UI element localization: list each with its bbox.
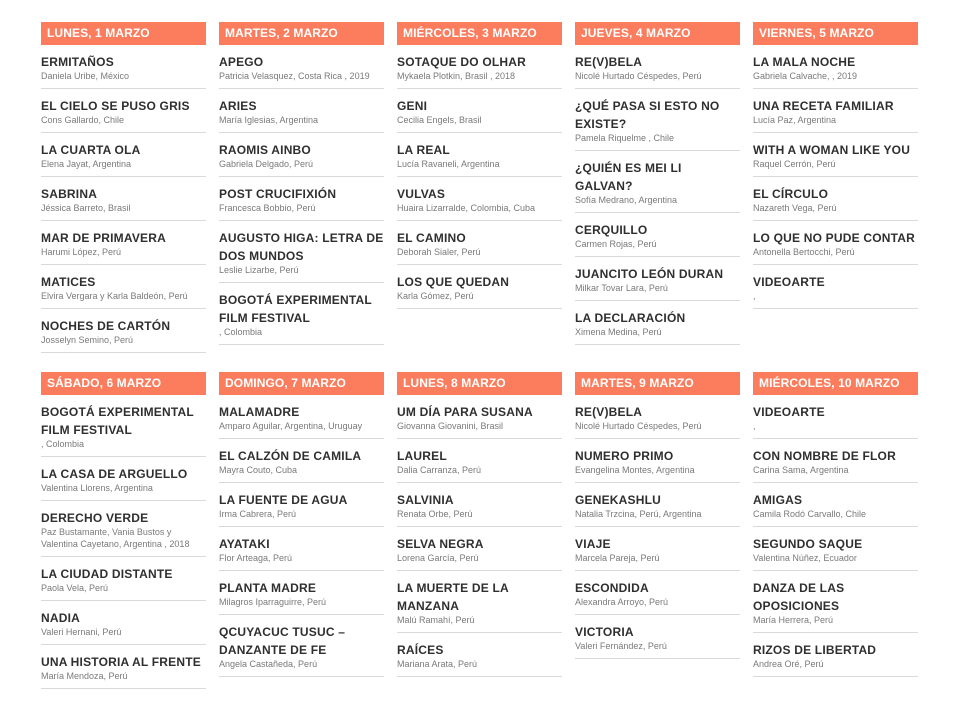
film-title[interactable]: EL CÍRCULO [753,187,829,201]
film-title[interactable]: GENI [397,99,428,113]
film-item[interactable] [41,645,206,689]
film-director: Elvira Vergara y Karla Baldeón, Perú [41,291,188,301]
film-item[interactable] [41,221,206,265]
film-title[interactable]: ESCONDIDA [575,581,649,595]
film-item[interactable] [219,615,384,677]
film-item[interactable] [41,557,206,601]
film-director: Valeri Fernández, Perú [575,641,667,651]
film-item[interactable] [753,177,918,221]
film-director: , [753,291,756,301]
film-item[interactable] [219,527,384,571]
film-item[interactable] [575,301,740,345]
film-item[interactable] [219,89,384,133]
day-header: MIÉRCOLES, 3 MARZO [397,22,562,45]
film-item[interactable] [575,615,740,659]
film-item[interactable] [575,257,740,301]
film-item[interactable] [219,571,384,615]
film-director: Andrea Oré, Perú [753,659,824,669]
film-title[interactable]: APEGO [219,55,264,69]
film-director: Patricia Velasquez, Costa Rica , 2019 [219,71,370,81]
day-column [219,22,384,353]
film-director: Paola Vela, Perú [41,583,109,593]
film-item[interactable] [753,527,918,571]
film-title[interactable]: GENEKASHLU [575,493,662,507]
film-director: Pamela Riquelme , Chile [575,133,675,143]
film-director: Nicolé Hurtado Céspedes, Perú [575,421,702,431]
film-item[interactable] [219,177,384,221]
film-title[interactable]: AYATAKI [219,537,270,551]
film-title[interactable]: VIDEOARTE [753,405,825,419]
film-title[interactable]: EL CIELO SE PUSO GRIS [41,99,190,113]
week-row [41,22,918,353]
film-title[interactable]: ERMITAÑOS [41,55,114,69]
day-column [575,372,740,689]
film-title[interactable]: SABRINA [41,187,98,201]
film-item[interactable] [753,571,918,633]
film-title[interactable]: UM DÍA PARA SUSANA [397,405,533,419]
film-title[interactable]: ¿QUIÉN ES MEI LI GALVAN? [575,161,682,193]
film-director: Valentina Núñez, Ecuador [753,553,857,563]
film-title[interactable]: LO QUE NO PUDE CONTAR [753,231,915,245]
film-item[interactable] [397,45,562,89]
film-item[interactable] [219,221,384,283]
film-title[interactable]: LA CIUDAD DISTANTE [41,567,173,581]
film-director: Marcela Pareja, Perú [575,553,660,563]
film-director: Malú Ramahí, Perú [397,615,475,625]
film-title[interactable]: UNA RECETA FAMILIAR [753,99,894,113]
film-title[interactable]: LAUREL [397,449,447,463]
day-column [41,372,206,689]
film-item[interactable] [219,395,384,439]
film-title[interactable]: VIDEOARTE [753,275,825,289]
film-title[interactable]: LA MUERTE DE LA MANZANA [397,581,509,613]
film-director: Raquel Cerrón, Perú [753,159,836,169]
film-director: , Colombia [219,327,263,337]
film-director: Carmen Rojas, Perú [575,239,657,249]
film-director: Carina Sama, Argentina [753,465,849,475]
film-title[interactable]: AMIGAS [753,493,803,507]
day-header: LUNES, 1 MARZO [41,22,206,45]
film-item[interactable] [219,483,384,527]
film-item[interactable] [41,177,206,221]
film-director: Ximena Medina, Perú [575,327,662,337]
film-title[interactable]: RIZOS DE LIBERTAD [753,643,877,657]
film-director: Mariana Arata, Perú [397,659,478,669]
film-title[interactable]: EL CAMINO [397,231,466,245]
film-title[interactable]: SALVINIA [397,493,454,507]
film-title[interactable]: ¿QUÉ PASA SI ESTO NO EXISTE? [575,99,720,131]
film-item[interactable] [219,45,384,89]
film-title[interactable]: BOGOTÁ EXPERIMENTAL FILM FESTIVAL [219,293,372,325]
film-title[interactable]: LA DECLARACIÓN [575,311,686,325]
film-director: Flor Arteaga, Perú [219,553,293,563]
film-director: Huaira Lizarralde, Colombia, Cuba [397,203,536,213]
film-director: Francesca Bobbio, Perú [219,203,316,213]
film-director: Natalia Trzcina, Perú, Argentina [575,509,702,519]
film-director: Lucía Ravaneli, Argentina [397,159,500,169]
film-director: Cons Gallardo, Chile [41,115,125,125]
film-director: Elena Jayat, Argentina [41,159,132,169]
day-header: SÁBADO, 6 MARZO [41,372,206,395]
film-director: Giovanna Giovanini, Brasil [397,421,504,431]
film-item[interactable] [397,527,562,571]
film-title[interactable]: SOTAQUE DO OLHAR [397,55,526,69]
film-item[interactable] [753,221,918,265]
film-item[interactable] [41,395,206,457]
film-item[interactable] [41,457,206,501]
film-title[interactable]: JUANCITO LEÓN DURAN [575,267,724,281]
film-title[interactable]: ARIES [219,99,257,113]
film-title[interactable]: VICTORIA [575,625,634,639]
film-title[interactable]: AUGUSTO HIGA: LETRA DE DOS MUNDOS [219,231,384,263]
film-director: Alexandra Arroyo, Perú [575,597,669,607]
film-item[interactable] [575,151,740,213]
film-title[interactable]: NUMERO PRIMO [575,449,674,463]
film-director: Dalia Carranza, Perú [397,465,482,475]
film-director: Valentina Llorens, Argentina [41,483,153,493]
film-item[interactable] [397,133,562,177]
day-column [397,22,562,353]
film-item[interactable] [219,133,384,177]
film-title[interactable]: BOGOTÁ EXPERIMENTAL FILM FESTIVAL [41,405,194,437]
film-title[interactable]: NOCHES DE CARTÓN [41,319,171,333]
day-header: VIERNES, 5 MARZO [753,22,918,45]
film-director: Karla Gómez, Perú [397,291,474,301]
film-title[interactable]: DANZA DE LAS OPOSICIONES [753,581,845,613]
film-title[interactable]: CON NOMBRE DE FLOR [753,449,896,463]
film-item[interactable] [397,89,562,133]
week-row [41,372,918,689]
film-title[interactable]: MALAMADRE [219,405,300,419]
day-header: DOMINGO, 7 MARZO [219,372,384,395]
film-item[interactable] [41,45,206,89]
film-title[interactable]: LA CUARTA OLA [41,143,141,157]
film-director: Sofía Medrano, Argentina [575,195,678,205]
film-item[interactable] [41,89,206,133]
film-director: Milkar Tovar Lara, Perú [575,283,668,293]
film-director: Deborah Sialer, Perú [397,247,481,257]
day-header: MARTES, 9 MARZO [575,372,740,395]
film-title[interactable]: RAÍCES [397,643,444,657]
film-title[interactable]: QCUYACUC TUSUC – DANZANTE DE FE [219,625,346,657]
film-title[interactable]: SEGUNDO SAQUE [753,537,863,551]
film-item[interactable] [397,395,562,439]
film-item[interactable] [575,439,740,483]
film-director: Antonella Bertocchi, Perú [753,247,855,257]
film-director: Milagros Iparraguirre, Perú [219,597,327,607]
film-director: , [753,421,756,431]
film-director: Irma Cabrera, Perú [219,509,297,519]
film-item[interactable] [753,483,918,527]
film-item[interactable] [397,177,562,221]
day-column [41,22,206,353]
film-item[interactable] [575,213,740,257]
film-director: Nicolé Hurtado Céspedes, Perú [575,71,702,81]
film-item[interactable] [753,133,918,177]
film-director: Mayra Couto, Cuba [219,465,298,475]
film-item[interactable] [219,283,384,345]
film-item[interactable] [41,501,206,557]
film-title[interactable]: LA MALA NOCHE [753,55,856,69]
film-item[interactable] [575,395,740,439]
film-title[interactable]: NADIA [41,611,80,625]
film-title[interactable]: SELVA NEGRA [397,537,484,551]
day-column [753,372,918,689]
film-item[interactable] [41,601,206,645]
film-item[interactable] [397,633,562,677]
film-director: Nazareth Vega, Perú [753,203,837,213]
film-item[interactable] [753,89,918,133]
day-column [397,372,562,689]
film-item[interactable] [575,527,740,571]
film-director: Angela Castañeda, Perú [219,659,318,669]
film-director: Lorena García, Perú [397,553,479,563]
film-title[interactable]: LA FUENTE DE AGUA [219,493,348,507]
film-director: Evangelina Montes, Argentina [575,465,695,475]
film-director: Jéssica Barreto, Brasil [41,203,131,213]
film-director: , Colombia [41,439,85,449]
film-director: Cecilia Engels, Brasil [397,115,482,125]
film-director: Gabriela Calvache, , 2019 [753,71,858,81]
film-director: María Herrera, Perú [753,615,834,625]
film-item[interactable] [41,265,206,309]
film-item[interactable] [397,439,562,483]
film-director: Paz Bustamante, Vania Bustos y Valentina Cayetano, Argentina , 2018 [41,527,190,549]
film-item[interactable] [575,89,740,151]
day-header: MARTES, 2 MARZO [219,22,384,45]
film-item[interactable] [753,265,918,309]
film-director: Lucía Paz, Argentina [753,115,837,125]
film-title[interactable]: LA CASA DE ARGUELLO [41,467,188,481]
day-column [753,22,918,353]
film-item[interactable] [397,483,562,527]
film-title[interactable]: RE(V)BELA [575,55,643,69]
film-item[interactable] [575,571,740,615]
film-director: Gabriela Delgado, Perú [219,159,314,169]
film-director: Camila Rodó Carvallo, Chile [753,509,867,519]
film-item[interactable] [753,633,918,677]
day-column [575,22,740,353]
film-title[interactable]: WITH A WOMAN LIKE YOU [753,143,911,157]
film-title[interactable]: UNA HISTORIA AL FRENTE [41,655,201,669]
film-title[interactable]: MATICES [41,275,96,289]
film-director: Mykaela Plotkin, Brasil , 2018 [397,71,516,81]
film-title[interactable]: DERECHO VERDE [41,511,149,525]
film-director: Leslie Lizarbe, Perú [219,265,299,275]
film-director: Valeri Hernani, Perú [41,627,122,637]
film-title[interactable]: CERQUILLO [575,223,648,237]
film-item[interactable] [397,571,562,633]
film-item[interactable] [219,439,384,483]
film-title[interactable]: LA REAL [397,143,450,157]
day-header: MIÉRCOLES, 10 MARZO [753,372,918,395]
film-director: María Iglesias, Argentina [219,115,319,125]
film-director: Amparo Aguilar, Argentina, Uruguay [219,421,363,431]
film-title[interactable]: EL CALZÓN DE CAMILA [219,449,362,463]
film-title[interactable]: RE(V)BELA [575,405,643,419]
day-column [219,372,384,689]
film-item[interactable] [575,483,740,527]
film-director: Josselyn Semino, Perú [41,335,134,345]
film-director: Daniela Uribe, México [41,71,130,81]
film-title[interactable]: POST CRUCIFIXIÓN [219,187,337,201]
film-director: Renata Orbe, Perú [397,509,473,519]
film-item[interactable] [753,395,918,439]
day-header: JUEVES, 4 MARZO [575,22,740,45]
film-title[interactable]: RAOMIS AINBO [219,143,311,157]
film-item[interactable] [397,221,562,265]
film-title[interactable]: PLANTA MADRE [219,581,317,595]
film-title[interactable]: VIAJE [575,537,611,551]
day-header: LUNES, 8 MARZO [397,372,562,395]
film-item[interactable] [575,45,740,89]
film-item[interactable] [397,265,562,309]
film-director: Harumi López, Perú [41,247,122,257]
film-title[interactable]: VULVAS [397,187,446,201]
film-item[interactable] [753,45,918,89]
film-item[interactable] [41,309,206,353]
film-title[interactable]: MAR DE PRIMAVERA [41,231,166,245]
film-item[interactable] [41,133,206,177]
film-item[interactable] [753,439,918,483]
film-title[interactable]: LOS QUE QUEDAN [397,275,510,289]
film-director: María Mendoza, Perú [41,671,128,681]
